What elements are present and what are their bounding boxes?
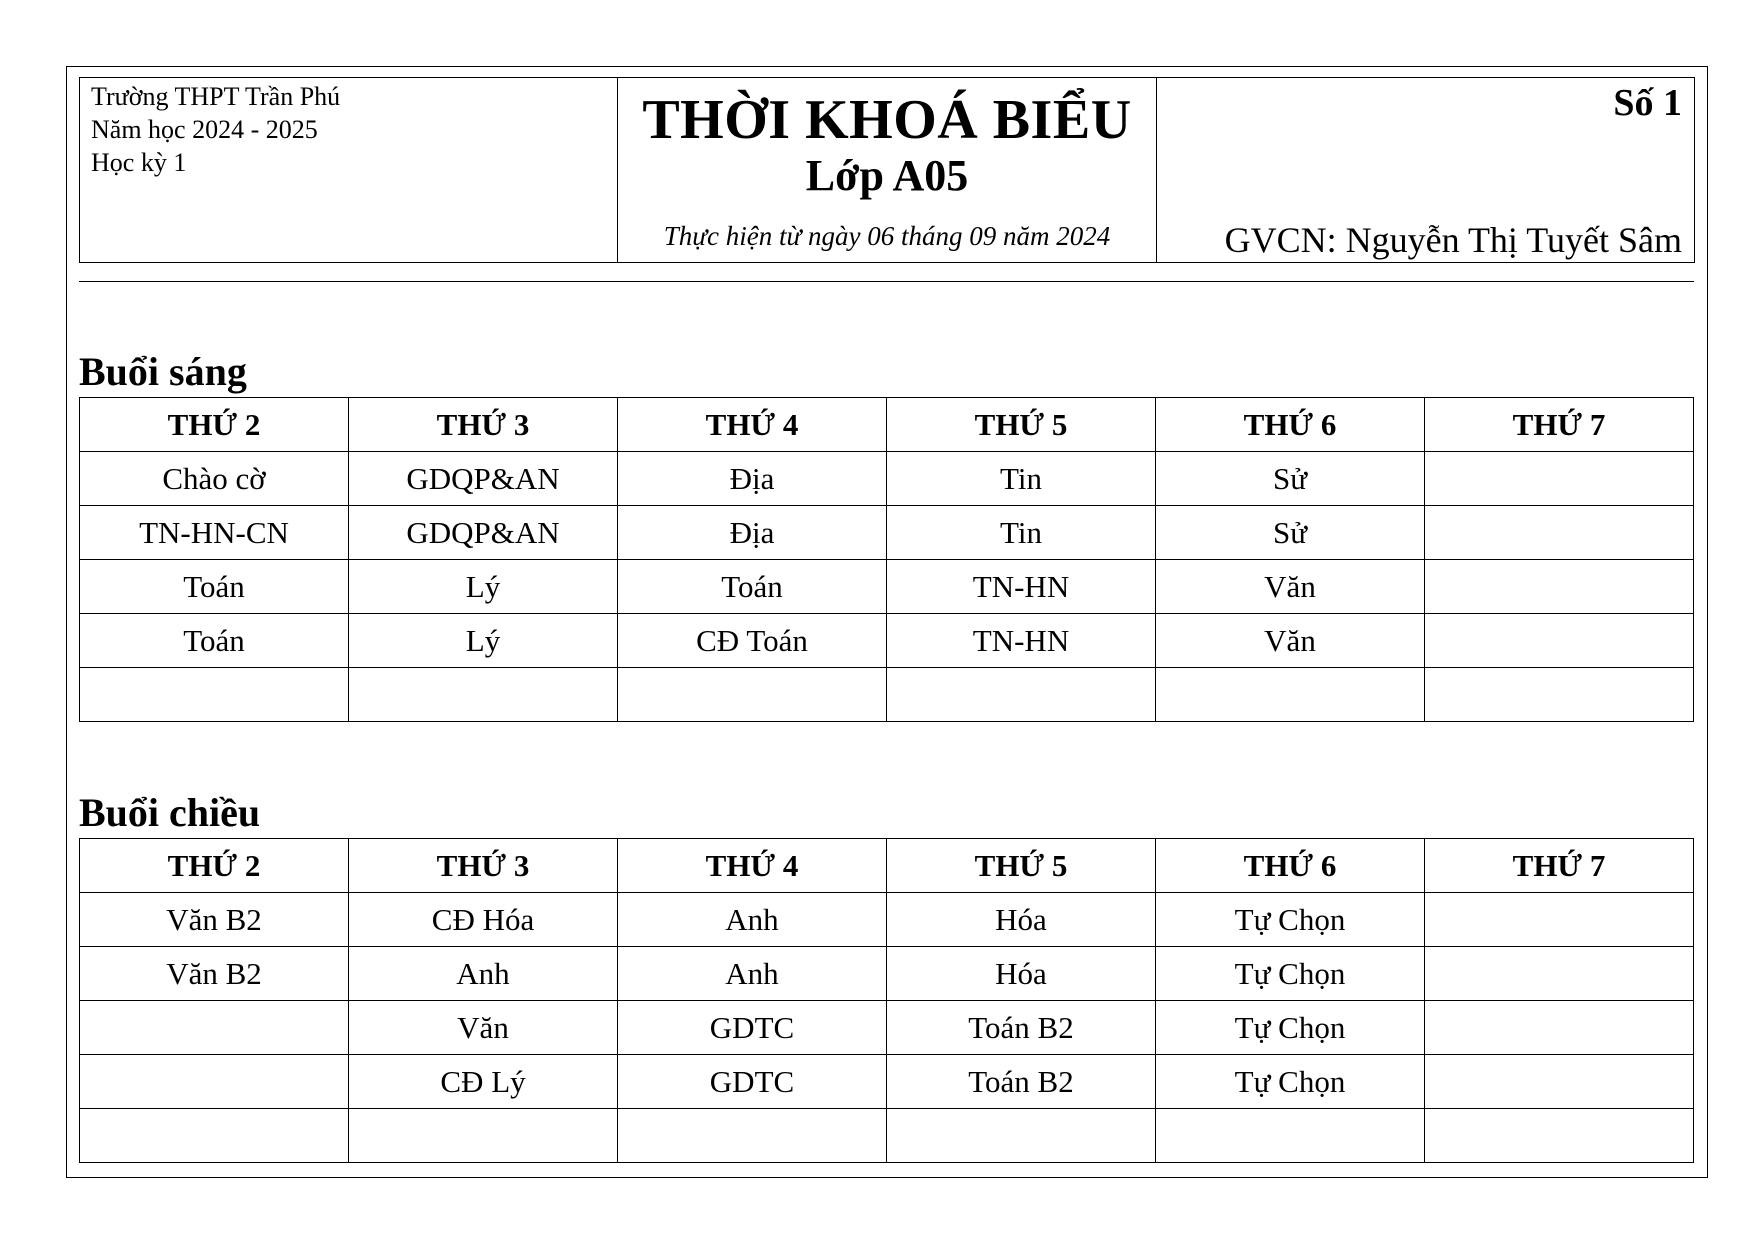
morning-session-title: Buổi sáng xyxy=(79,349,247,394)
meta-block xyxy=(1157,78,1695,263)
subject-cell: Văn xyxy=(1156,614,1425,668)
subject-cell: Chào cờ xyxy=(80,452,349,506)
header-divider xyxy=(79,281,1694,282)
subject-cell xyxy=(1425,1001,1694,1055)
subject-cell xyxy=(80,1055,349,1109)
subject-cell: CĐ Hóa xyxy=(349,893,618,947)
subject-cell: Toán B2 xyxy=(887,1055,1156,1109)
effective-date: Thực hiện từ ngày 06 tháng 09 năm 2024 xyxy=(663,221,1111,251)
subject-cell: Toán xyxy=(80,560,349,614)
document-number: Số 1 xyxy=(1613,82,1682,124)
day-header: THỨ 2 xyxy=(80,839,349,893)
homeroom-teacher: GVCN: Nguyễn Thị Tuyết Sâm xyxy=(1224,220,1682,260)
semester: Học kỳ 1 xyxy=(91,148,187,177)
subject-cell xyxy=(887,668,1156,722)
subject-cell: Anh xyxy=(618,947,887,1001)
table-row xyxy=(80,1001,1694,1055)
subject-cell xyxy=(887,1109,1156,1163)
subject-cell xyxy=(349,668,618,722)
subject-cell: Tự Chọn xyxy=(1156,947,1425,1001)
day-header: THỨ 7 xyxy=(1425,839,1694,893)
title-block xyxy=(618,78,1157,263)
table-row xyxy=(80,668,1694,722)
day-header: THỨ 5 xyxy=(887,398,1156,452)
day-header: THỨ 3 xyxy=(349,398,618,452)
subject-cell: Tự Chọn xyxy=(1156,1001,1425,1055)
subject-cell xyxy=(1425,947,1694,1001)
school-year: Năm học 2024 - 2025 xyxy=(91,115,318,144)
table-row xyxy=(80,452,1694,506)
subject-cell xyxy=(1425,506,1694,560)
subject-cell xyxy=(1425,668,1694,722)
subject-cell: Hóa xyxy=(887,893,1156,947)
subject-cell: CĐ Lý xyxy=(349,1055,618,1109)
subject-cell: Văn B2 xyxy=(80,893,349,947)
day-header: THỨ 4 xyxy=(618,398,887,452)
school-info xyxy=(80,78,618,263)
table-row xyxy=(80,506,1694,560)
subject-cell: Địa xyxy=(618,506,887,560)
afternoon-schedule-table xyxy=(79,838,1694,1163)
subject-cell xyxy=(1425,560,1694,614)
table-row xyxy=(80,614,1694,668)
subject-cell xyxy=(80,1109,349,1163)
table-row xyxy=(80,1055,1694,1109)
subject-cell xyxy=(1156,668,1425,722)
subject-cell xyxy=(1425,452,1694,506)
subject-cell xyxy=(80,1001,349,1055)
day-header: THỨ 5 xyxy=(887,839,1156,893)
class-name: Lớp A05 xyxy=(805,151,969,200)
day-header: THỨ 2 xyxy=(80,398,349,452)
subject-cell: Sử xyxy=(1156,506,1425,560)
table-row xyxy=(80,893,1694,947)
subject-cell xyxy=(1425,893,1694,947)
subject-cell: Anh xyxy=(349,947,618,1001)
day-header: THỨ 4 xyxy=(618,839,887,893)
subject-cell xyxy=(1425,1055,1694,1109)
subject-cell xyxy=(349,1109,618,1163)
subject-cell xyxy=(618,1109,887,1163)
subject-cell: Văn B2 xyxy=(80,947,349,1001)
subject-cell: Hóa xyxy=(887,947,1156,1001)
school-name: Trường THPT Trần Phú xyxy=(91,82,341,111)
table-row xyxy=(80,560,1694,614)
subject-cell: Văn xyxy=(349,1001,618,1055)
subject-cell: TN-HN xyxy=(887,614,1156,668)
subject-cell: Toán B2 xyxy=(887,1001,1156,1055)
table-header-row xyxy=(80,398,1694,452)
subject-cell xyxy=(1156,1109,1425,1163)
subject-cell: Tự Chọn xyxy=(1156,1055,1425,1109)
page-title: THỜI KHOÁ BIỂU xyxy=(642,89,1132,151)
subject-cell: GDTC xyxy=(618,1055,887,1109)
subject-cell: Toán xyxy=(80,614,349,668)
subject-cell xyxy=(1425,1109,1694,1163)
table-row xyxy=(80,1109,1694,1163)
morning-schedule-table xyxy=(79,397,1694,722)
day-header: THỨ 7 xyxy=(1425,398,1694,452)
subject-cell: Tin xyxy=(887,506,1156,560)
day-header: THỨ 6 xyxy=(1156,839,1425,893)
subject-cell xyxy=(618,668,887,722)
subject-cell xyxy=(1425,614,1694,668)
table-header-row xyxy=(80,839,1694,893)
subject-cell: CĐ Toán xyxy=(618,614,887,668)
afternoon-session-title: Buổi chiều xyxy=(79,790,261,835)
subject-cell: TN-HN-CN xyxy=(80,506,349,560)
subject-cell xyxy=(80,668,349,722)
subject-cell: Địa xyxy=(618,452,887,506)
subject-cell: Anh xyxy=(618,893,887,947)
day-header: THỨ 6 xyxy=(1156,398,1425,452)
subject-cell: TN-HN xyxy=(887,560,1156,614)
subject-cell: Lý xyxy=(349,560,618,614)
day-header: THỨ 3 xyxy=(349,839,618,893)
table-row xyxy=(80,947,1694,1001)
subject-cell: GDQP&AN xyxy=(349,506,618,560)
subject-cell: Sử xyxy=(1156,452,1425,506)
subject-cell: Tự Chọn xyxy=(1156,893,1425,947)
subject-cell: GDQP&AN xyxy=(349,452,618,506)
document-header xyxy=(79,77,1695,263)
subject-cell: Tin xyxy=(887,452,1156,506)
subject-cell: GDTC xyxy=(618,1001,887,1055)
subject-cell: Toán xyxy=(618,560,887,614)
subject-cell: Văn xyxy=(1156,560,1425,614)
subject-cell: Lý xyxy=(349,614,618,668)
